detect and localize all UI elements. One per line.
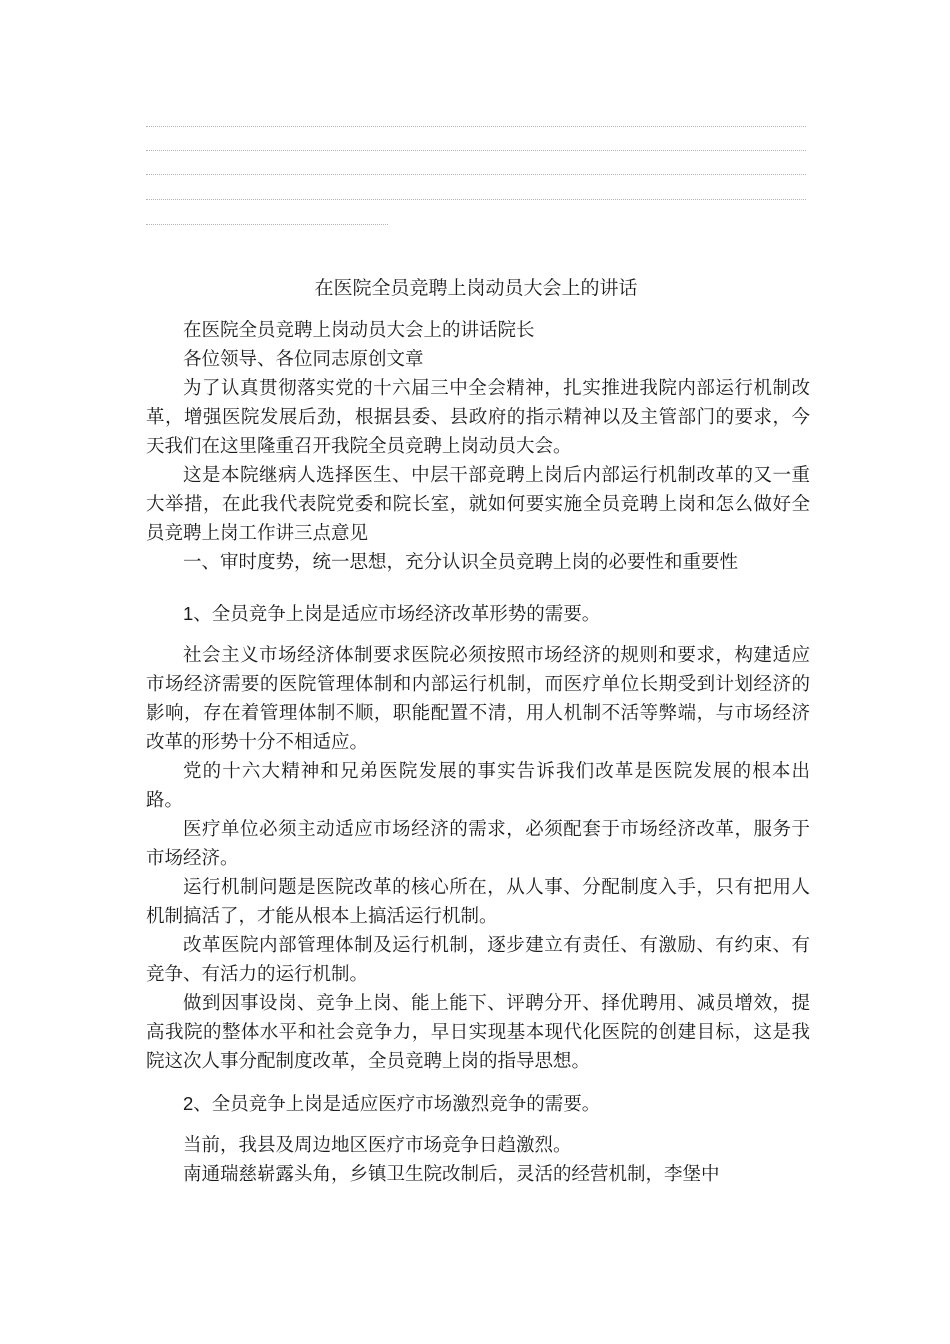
paragraph: 这是本院继病人选择医生、中层干部竞聘上岗后内部运行机制改革的又一重大举措，在此我代表院党委和院长室，就如何要实施全员竞聘上岗和怎么做好全员竞聘上岗工作讲三点意见 [146,465,810,544]
section-heading: 一、审时度势，统一思想，充分认识全员竞聘上岗的必要性和重要性 [183,552,739,573]
document-body [146,316,810,1189]
paragraph: 南通瑞慈崭露头角，乡镇卫生院改制后，灵活的经营机制，李堡中 [183,1164,720,1185]
paragraph: 做到因事设岗、竞争上岗、能上能下、评聘分开、择优聘用、减员增效，提高我院的整体水平和社会竞争力，早日实现基本现代化医院的创建目标，这是我院这次人事分配制度改革，全员竞聘上岗的指导思想。 [146,993,810,1072]
paragraph: 为了认真贯彻落实党的十六届三中全会精神，扎实推进我院内部运行机制改革，增强医院发展后劲，根据县委、县政府的指示精神以及主管部门的要求，今天我们在这里隆重召开我院全员竞聘上岗动员大会。 [146,378,810,457]
subsection-heading: 1、全员竞争上岗是适应市场经济改革形势的需要。 [183,603,601,624]
paragraph-subtitle: 在医院全员竞聘上岗动员大会上的讲话院长 [183,320,535,341]
paragraph: 运行机制问题是医院改革的核心所在，从人事、分配制度入手，只有把用人机制搞活了，才能从根本上搞活运行机制。 [146,877,810,927]
paragraph: 当前，我县及周边地区医疗市场竞争日趋激烈。 [183,1135,572,1156]
dotted-separator-line [146,199,806,200]
paragraph: 党的十六大精神和兄弟医院发展的事实告诉我们改革是医院发展的根本出路。 [146,761,810,811]
subsection-heading: 2、全员竞争上岗是适应医疗市场激烈竞争的需要。 [183,1093,601,1114]
dotted-separator-line [146,224,388,225]
paragraph-greeting: 各位领导、各位同志原创文章 [183,349,424,370]
dotted-separator-line [146,150,806,151]
paragraph: 医疗单位必须主动适应市场经济的需求，必须配套于市场经济改革，服务于市场经济。 [146,819,810,869]
paragraph: 社会主义市场经济体制要求医院必须按照市场经济的规则和要求，构建适应市场经济需要的医院管理体制和内部运行机制，而医疗单位长期受到计划经济的影响，存在着管理体制不顺，职能配置不清，用人机制不活等弊端，与市场经济改革的形势十分不相适应。 [146,645,810,753]
document-title: 在医院全员竞聘上岗动员大会上的讲话 [314,277,638,299]
dotted-separator-line [146,174,806,175]
paragraph: 改革医院内部管理体制及运行机制，逐步建立有责任、有激励、有约束、有竞争、有活力的运行机制。 [146,935,810,985]
dotted-separator-line [146,126,806,127]
